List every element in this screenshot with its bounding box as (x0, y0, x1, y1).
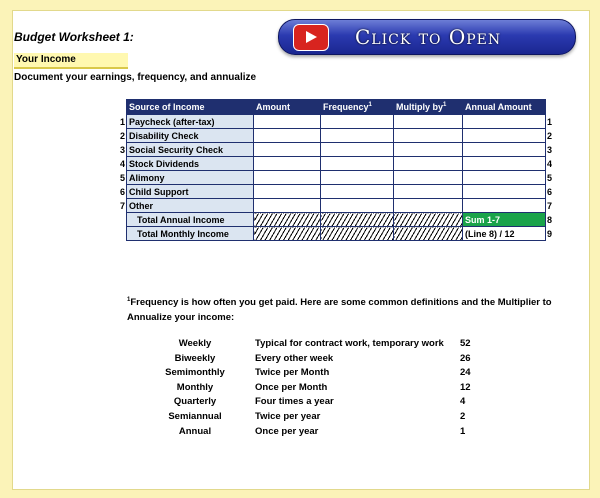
amount-input[interactable] (254, 143, 321, 157)
multiply-input[interactable] (394, 157, 463, 171)
definition-name: Biweekly (174, 352, 216, 364)
definition-name: Semimonthly (165, 367, 225, 379)
row-number: 6 (119, 186, 125, 197)
definition-name: Monthly (176, 381, 214, 393)
table-row (118, 185, 554, 199)
row-number-right: 6 (547, 186, 553, 197)
header-multiply-label: Multiply by (396, 102, 443, 112)
multiply-input[interactable] (394, 143, 463, 157)
row-number: 3 (119, 144, 125, 155)
total-value: Sum 1-7 (463, 213, 546, 227)
click-to-open-label: Click to Open (355, 25, 502, 49)
frequency-input[interactable] (321, 199, 394, 213)
definition-multiplier: 2 (460, 410, 466, 422)
row-number-right: 9 (547, 228, 553, 239)
header-source: Source of Income (127, 100, 254, 115)
frequency-input[interactable] (321, 129, 394, 143)
header-multiply-footnote: 1 (443, 102, 447, 108)
table-row (118, 115, 554, 129)
header-frequency-label: Frequency (323, 102, 369, 112)
row-number: 4 (119, 158, 125, 169)
annual-input[interactable] (463, 185, 546, 199)
row-label: Alimony (127, 171, 254, 185)
footnote-text: Frequency is how often you get paid. Here are some common definitions and the Multiplier to Annualize your income: (127, 297, 552, 324)
row-label: Child Support (127, 185, 254, 199)
definition-descriptions (255, 337, 444, 439)
frequency-input[interactable] (321, 185, 394, 199)
play-icon (293, 24, 329, 51)
total-label: Total Monthly Income (127, 227, 254, 241)
annual-input[interactable] (463, 199, 546, 213)
definition-multiplier: 24 (460, 367, 471, 379)
definition-description: Twice per year (255, 410, 321, 422)
click-to-open-button[interactable] (278, 19, 576, 55)
annual-input[interactable] (463, 129, 546, 143)
definition-name: Annual (178, 425, 212, 437)
table-row (118, 171, 554, 185)
annual-input[interactable] (463, 157, 546, 171)
amount-input[interactable] (254, 199, 321, 213)
annual-input[interactable] (463, 171, 546, 185)
multiply-input[interactable] (394, 185, 463, 199)
row-number-right: 2 (547, 130, 553, 141)
row-label: Social Security Check (127, 143, 254, 157)
amount-input[interactable] (254, 129, 321, 143)
hatched-cell (394, 227, 463, 241)
definition-description: Twice per Month (255, 367, 330, 379)
row-number: 2 (119, 130, 125, 141)
table-row (118, 129, 554, 143)
table-header-row (118, 100, 554, 115)
footnote-marker: 1 (127, 297, 131, 303)
header-multiply (394, 100, 463, 115)
total-row (118, 227, 554, 241)
section-label: Your Income (14, 53, 128, 69)
worksheet-title: Budget Worksheet 1: (14, 30, 134, 44)
amount-input[interactable] (254, 157, 321, 171)
total-label: Total Annual Income (127, 213, 254, 227)
definition-description: Every other week (255, 352, 334, 364)
header-frequency-footnote: 1 (368, 102, 372, 108)
header-annual: Annual Amount (463, 100, 546, 115)
definition-multiplier: 26 (460, 352, 471, 364)
multiply-input[interactable] (394, 129, 463, 143)
definition-multiplier: 4 (460, 396, 466, 408)
hatched-cell (254, 227, 321, 241)
annual-input[interactable] (463, 143, 546, 157)
amount-input[interactable] (254, 115, 321, 129)
hatched-cell (321, 227, 394, 241)
table-row (118, 199, 554, 213)
amount-input[interactable] (254, 185, 321, 199)
hatched-cell (254, 213, 321, 227)
table-row (118, 157, 554, 171)
row-number-right: 5 (547, 172, 553, 183)
definition-description: Once per year (255, 425, 319, 437)
definition-description: Once per Month (255, 381, 328, 393)
row-label: Stock Dividends (127, 157, 254, 171)
hatched-cell (394, 213, 463, 227)
hatched-cell (321, 213, 394, 227)
total-value: (Line 8) / 12 (463, 227, 546, 241)
row-number: 5 (119, 172, 125, 183)
table-row (118, 143, 554, 157)
multiply-input[interactable] (394, 171, 463, 185)
income-table (118, 99, 554, 241)
row-number-right: 7 (547, 200, 553, 211)
definition-multiplier: 52 (460, 338, 471, 349)
row-number-right: 1 (547, 116, 553, 127)
definition-name: Semiannual (168, 410, 222, 422)
definition-name: Quarterly (173, 396, 217, 408)
definition-description: Four times a year (255, 396, 334, 408)
header-frequency (321, 100, 394, 115)
frequency-footnote (127, 293, 567, 325)
definition-name: Weekly (178, 338, 212, 349)
frequency-input[interactable] (321, 171, 394, 185)
definition-multiplier: 12 (460, 381, 471, 393)
total-row (118, 213, 554, 227)
multiply-input[interactable] (394, 199, 463, 213)
row-label: Other (127, 199, 254, 213)
definition-description: Typical for contract work, temporary work (255, 338, 444, 349)
worksheet-description: Document your earnings, frequency, and annualize (14, 72, 257, 83)
definition-names (150, 337, 240, 439)
annual-input[interactable] (463, 115, 546, 129)
frequency-input[interactable] (321, 157, 394, 171)
row-number: 7 (119, 200, 125, 211)
row-number-right: 8 (547, 214, 553, 225)
row-label: Paycheck (after-tax) (127, 115, 254, 129)
row-label: Disability Check (127, 129, 254, 143)
multiply-input[interactable] (394, 115, 463, 129)
frequency-input[interactable] (321, 143, 394, 157)
amount-input[interactable] (254, 171, 321, 185)
row-number-right: 4 (547, 158, 553, 169)
definition-multipliers (460, 337, 471, 439)
header-amount: Amount (254, 100, 321, 115)
frequency-input[interactable] (321, 115, 394, 129)
definition-multiplier: 1 (460, 425, 466, 437)
row-number: 1 (119, 116, 125, 127)
row-number-right: 3 (547, 144, 553, 155)
